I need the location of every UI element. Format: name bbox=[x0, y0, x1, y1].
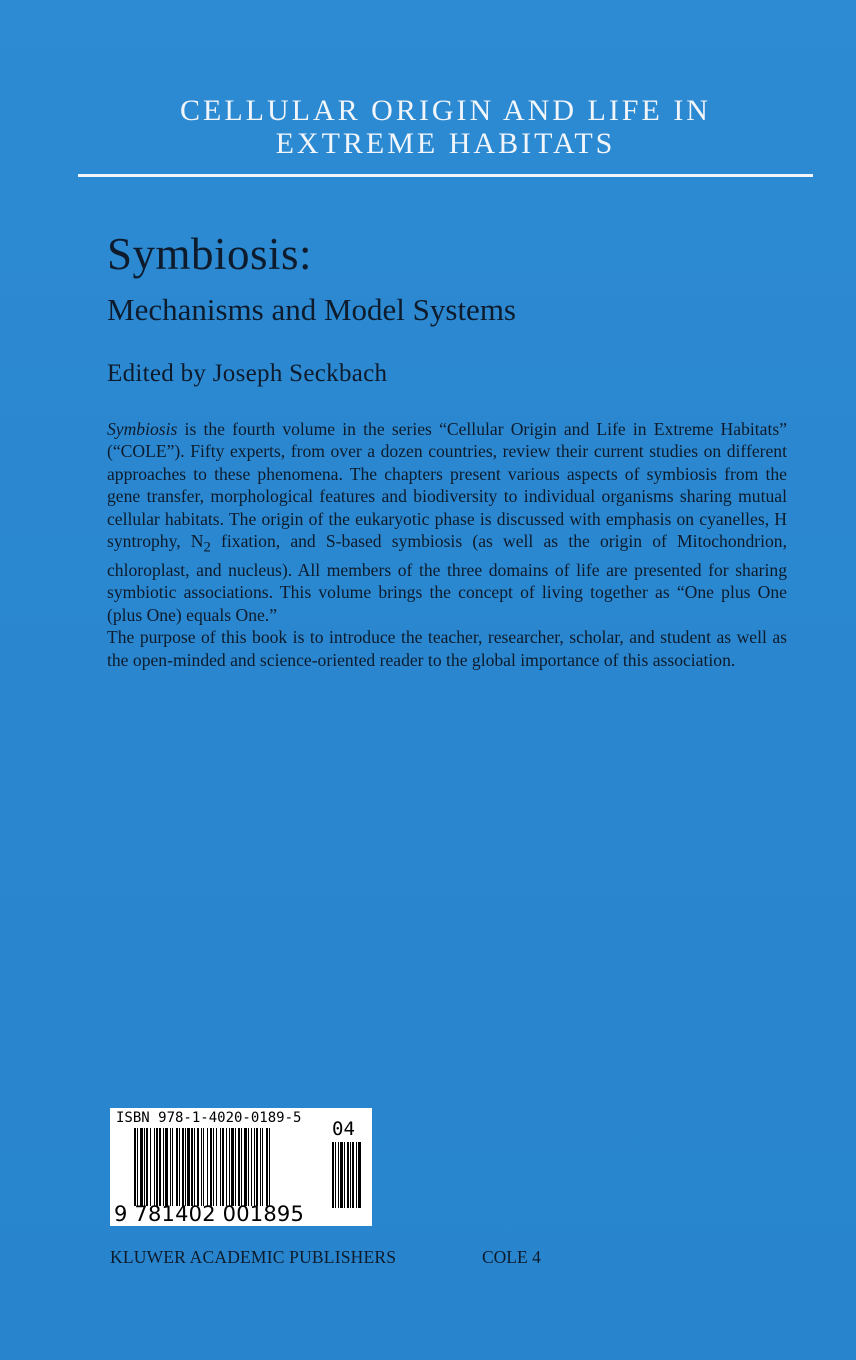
book-description bbox=[107, 418, 787, 671]
barcode-bar bbox=[244, 1128, 247, 1206]
publisher-name: KLUWER ACADEMIC PUBLISHERS bbox=[110, 1247, 397, 1267]
description-text-a: is the fourth volume in the series “Cellular Origin and Life in Extreme Habitats” (“COLE”). Fifty experts, from over a dozen countries, review their current studies on different approaches to these phenomena. The chapters present various aspects of symbiosis from the gene transfer, morphological features and biodiversity to individual organisms sharing mutual cellular habitats. The origin of the eukaryotic phase is discussed with emphasis on cyanelles, H syntrophy, N bbox=[107, 419, 787, 552]
barcode-bar bbox=[140, 1128, 143, 1206]
barcode-ean-digits: 9 781402 001895 bbox=[114, 1202, 305, 1226]
series-title-line-2: EXTREME HABITATS bbox=[275, 127, 616, 160]
divider-rule bbox=[78, 174, 813, 177]
barcode-addon-bar bbox=[347, 1142, 349, 1208]
barcode-addon-bar bbox=[356, 1142, 357, 1208]
barcode-addon-bar bbox=[335, 1142, 336, 1208]
barcode-bar bbox=[146, 1128, 148, 1206]
barcode-bar bbox=[170, 1128, 171, 1206]
barcode-bar bbox=[150, 1128, 151, 1206]
barcode-bar bbox=[179, 1128, 180, 1206]
barcode-addon-bar bbox=[350, 1142, 351, 1208]
barcode-addon-bar bbox=[340, 1142, 343, 1208]
barcode-bar bbox=[134, 1128, 136, 1206]
barcode-addon-bar bbox=[352, 1142, 354, 1208]
description-text-b: fixation, and S-based symbiosis (as well as the origin of Mitochondrion, chloroplast, and nucleus). All members of the three domains of life are presented for sharing symbiotic associations. This volume brings the concept of living together as “One plus One (plus One) equals One.” bbox=[107, 531, 787, 625]
barcode-addon-digits: 04 bbox=[332, 1118, 355, 1140]
barcode-bar bbox=[251, 1128, 252, 1206]
barcode-bar bbox=[266, 1128, 268, 1206]
barcode-bar bbox=[165, 1128, 168, 1206]
barcode-bar bbox=[197, 1128, 199, 1206]
barcode-bar bbox=[262, 1128, 263, 1206]
barcode-bar bbox=[182, 1128, 184, 1206]
barcode-addon-bar bbox=[358, 1142, 361, 1208]
barcode-bar bbox=[229, 1128, 230, 1206]
barcode-bar bbox=[216, 1128, 217, 1206]
barcode-bar bbox=[159, 1128, 161, 1206]
barcode-bar bbox=[207, 1128, 208, 1206]
book-title: Symbiosis: bbox=[107, 229, 313, 279]
barcode-bar bbox=[222, 1128, 224, 1206]
barcode-bar bbox=[154, 1128, 155, 1206]
series-title-line-1: CELLULAR ORIGIN AND LIFE IN bbox=[180, 94, 711, 127]
editor-credit: Edited by Joseph Seckbach bbox=[107, 360, 388, 387]
isbn-number: ISBN 978-1-4020-0189-5 bbox=[116, 1110, 302, 1126]
nitrogen-subscript: 2 bbox=[203, 539, 211, 556]
description-paragraph-2: The purpose of this book is to introduce the teacher, researcher, scholar, and student as well as the open-minded and science-oriented reader to the global importance of this association. bbox=[107, 627, 787, 670]
barcode-bar bbox=[260, 1128, 261, 1206]
barcode-bar bbox=[163, 1128, 164, 1206]
barcode-bar bbox=[156, 1128, 158, 1206]
barcode-addon-bar bbox=[332, 1142, 334, 1208]
barcode-bar bbox=[269, 1128, 270, 1206]
description-italic-title: Symbiosis bbox=[107, 419, 178, 439]
barcode-bar bbox=[144, 1128, 145, 1206]
description-paragraph-1 bbox=[107, 418, 787, 626]
barcode-bar bbox=[187, 1128, 190, 1206]
book-subtitle: Mechanisms and Model Systems bbox=[107, 292, 516, 327]
isbn-barcode bbox=[110, 1108, 372, 1226]
barcode-bar bbox=[256, 1128, 258, 1206]
barcode-bar bbox=[172, 1128, 173, 1206]
barcode-bar bbox=[235, 1128, 236, 1206]
barcode-addon-bar bbox=[338, 1142, 339, 1208]
barcode-bar bbox=[213, 1128, 214, 1206]
barcode-bar bbox=[201, 1128, 202, 1206]
barcode-bar bbox=[176, 1128, 178, 1206]
barcode-bar bbox=[238, 1128, 240, 1206]
barcode-bar bbox=[248, 1128, 249, 1206]
barcode-bar bbox=[191, 1128, 193, 1206]
barcode-bar bbox=[254, 1128, 255, 1206]
barcode-bar bbox=[210, 1128, 212, 1206]
barcode-bar bbox=[137, 1128, 138, 1206]
barcode-bar bbox=[231, 1128, 234, 1206]
series-title bbox=[78, 94, 813, 160]
barcode-bar bbox=[194, 1128, 195, 1206]
barcode-addon-bar bbox=[344, 1142, 345, 1208]
barcode-bar bbox=[203, 1128, 204, 1206]
barcode-bar bbox=[241, 1128, 242, 1206]
barcode-bar bbox=[185, 1128, 186, 1206]
barcode-bar bbox=[226, 1128, 227, 1206]
series-number: COLE 4 bbox=[482, 1247, 541, 1267]
barcode-bar bbox=[220, 1128, 221, 1206]
